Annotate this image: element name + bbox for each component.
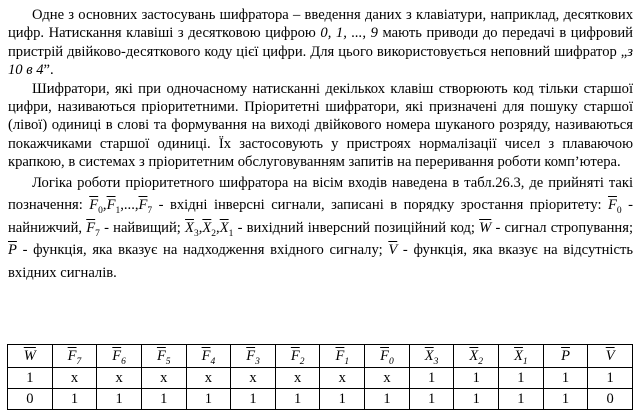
table-cell: 1	[499, 389, 544, 410]
header-subscript: 2	[299, 356, 305, 367]
coder-type-italic: з 10 в 4	[8, 43, 633, 79]
table-cell: 1	[97, 389, 142, 410]
header-cell	[409, 345, 454, 368]
header-symbol: $\overline{P}$	[561, 347, 570, 364]
table-cell: x	[365, 368, 410, 389]
text-run: - найвищий;	[99, 219, 186, 236]
header-cell	[543, 345, 588, 368]
text-run: Логіка роботи пріоритетного шифратора на вісім входів наведена в табл.26.3, де прийняті такі позначення:	[8, 174, 633, 214]
table-cell: 1	[454, 389, 499, 410]
table-row	[8, 368, 633, 389]
header-subscript: 3	[255, 356, 260, 367]
header-symbol: $\overline{F}$	[201, 347, 211, 364]
header-cell	[186, 345, 231, 368]
header-subscript: 1	[344, 356, 350, 367]
header-symbol: $\overline{F}$	[246, 347, 256, 364]
table-cell: 1	[409, 389, 454, 410]
symbol-p: $\overline{P}$	[8, 242, 17, 259]
subscript: 1	[115, 206, 121, 217]
header-cell	[141, 345, 186, 368]
symbol-v: $\overline{V}$	[388, 242, 398, 259]
text-run: - функція, яка вказує на відсутність вхідних сигналів.	[8, 242, 634, 281]
header-subscript: 3	[433, 356, 439, 367]
text-run: мають приводи до передачі в цифровий пристрій двійково-десяткового коду цієї цифри. Для цього використовується неповний шифратор „	[8, 25, 633, 60]
symbol-x3: $\overline{X}$	[185, 219, 194, 236]
table-cell: x	[52, 368, 97, 389]
header-cell	[8, 345, 53, 368]
text-run: Одне з основних застосувань шифратора – введення даних з клавіатури, наприклад, десяткових цифр. Натискання клавіші з десятковою цифрою	[8, 7, 633, 42]
header-symbol: $\overline{X}$	[424, 347, 434, 364]
text-run: ,	[198, 219, 203, 236]
text-run: ,...,	[120, 197, 139, 214]
table-cell: x	[275, 368, 320, 389]
symbol-f0: $\overline{F}$	[89, 197, 99, 214]
truth-table	[7, 344, 633, 410]
table-cell: x	[141, 368, 186, 389]
symbol-f0: $\overline{F}$	[608, 197, 617, 214]
symbol-f7: $\overline{F}$	[138, 197, 148, 214]
text-run: - вхідні інверсні сигнали, записані в порядку зростання пріоритету:	[152, 197, 608, 214]
table-cell: 1	[275, 389, 320, 410]
paragraph-3	[8, 172, 633, 285]
digits-italic: 0, 1, ..., 9	[320, 25, 378, 42]
symbol-w: $\overline{W}$	[479, 219, 492, 236]
symbol-x1: $\overline{X}$	[219, 219, 229, 236]
header-symbol: $\overline{W}$	[23, 347, 36, 364]
header-symbol: $\overline{F}$	[290, 347, 300, 364]
table-cell: x	[97, 368, 142, 389]
table-cell: 0	[588, 389, 633, 410]
table-cell: 1	[52, 389, 97, 410]
header-subscript: 1	[522, 356, 528, 367]
text-run: - найнижчий,	[8, 197, 633, 236]
table-cell: 1	[499, 368, 544, 389]
header-cell	[52, 345, 97, 368]
subscript: 3	[193, 228, 199, 239]
paragraph-2: Шифратори, які при одночасному натисканні декількох клавіш створюють код тільки старшої цифри, називаються пріоритетними. Пріоритетні шифратори, які призначені для пошуку старшої (лівої) одиниці в слові та формування на виході двійкового номера шуканого розряду, називаються покажчиками старшої одиниці. Їх застосовують у пристроях нормалізації чисел з плаваючою крапкою, в системах з пріоритетним обслуговуванням запитів на переривання роботи комп’ютера.	[8, 80, 633, 171]
header-symbol: $\overline{F}$	[112, 347, 122, 364]
header-cell	[588, 345, 633, 368]
table-cell: 1	[454, 368, 499, 389]
body-text	[8, 6, 633, 284]
subscript: 2	[211, 228, 217, 239]
header-cell	[365, 345, 410, 368]
header-cell	[454, 345, 499, 368]
table-cell: 1	[231, 389, 276, 410]
header-cell	[320, 345, 365, 368]
header-cell	[97, 345, 142, 368]
header-symbol: $\overline{X}$	[514, 347, 523, 364]
table-cell: 1	[588, 368, 633, 389]
header-symbol: $\overline{X}$	[469, 347, 479, 364]
table-cell: 1	[365, 389, 410, 410]
text-run: - функція, яка вказує на надходження вхідного сигналу;	[16, 242, 389, 259]
text-run: - сигнал стропування;	[491, 219, 633, 236]
header-symbol: $\overline{F}$	[335, 347, 345, 364]
header-symbol: $\overline{V}$	[605, 347, 615, 364]
truth-table-body	[8, 345, 633, 410]
header-cell	[499, 345, 544, 368]
header-cell	[231, 345, 276, 368]
header-subscript: 4	[210, 356, 216, 367]
paragraph-1	[8, 6, 633, 80]
subscript: 7	[147, 206, 153, 217]
table-cell: 1	[543, 389, 588, 410]
header-subscript: 6	[121, 356, 126, 367]
header-symbol: $\overline{F}$	[156, 347, 166, 364]
symbol-f1: $\overline{F}$	[106, 197, 116, 214]
header-symbol: $\overline{F}$	[380, 347, 389, 364]
table-cell: 1	[543, 368, 588, 389]
table-row	[8, 389, 633, 410]
symbol-f7: $\overline{F}$	[86, 219, 96, 236]
table-cell: 1	[141, 389, 186, 410]
text-run: - вихідний інверсний позиційний код;	[233, 219, 480, 236]
table-cell: x	[231, 368, 276, 389]
table-cell: 0	[8, 389, 53, 410]
table-cell: 1	[186, 389, 231, 410]
header-subscript: 5	[165, 356, 171, 367]
table-header-row	[8, 345, 633, 368]
header-subscript: 2	[478, 356, 484, 367]
text-run: ”.	[43, 62, 54, 79]
header-cell	[275, 345, 320, 368]
text-run: ,	[102, 197, 107, 214]
header-symbol: $\overline{F}$	[67, 347, 77, 364]
subscript: 1	[228, 228, 234, 239]
table-cell: 1	[409, 368, 454, 389]
table-cell: x	[186, 368, 231, 389]
symbol-x2: $\overline{X}$	[202, 219, 212, 236]
subscript: 0	[98, 206, 103, 217]
table-cell: x	[320, 368, 365, 389]
header-subscript: 0	[389, 356, 394, 367]
text-run: ,	[216, 219, 220, 236]
subscript: 7	[95, 228, 100, 239]
table-cell: 1	[320, 389, 365, 410]
header-subscript: 7	[76, 356, 82, 367]
subscript: 0	[616, 206, 622, 217]
table-cell: 1	[8, 368, 53, 389]
